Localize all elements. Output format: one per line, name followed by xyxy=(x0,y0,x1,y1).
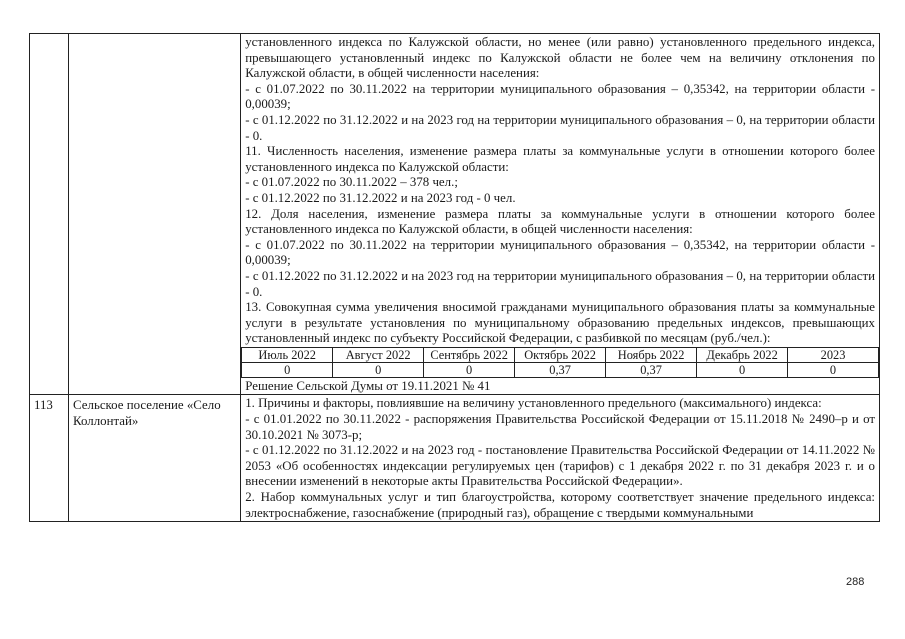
paragraph: 11. Численность населения, изменение размера платы за коммунальные услуги в отношении которого более установленного индекса по Калужской области: xyxy=(245,144,875,174)
paragraph: - с 01.07.2022 по 30.11.2022 – 378 чел.; xyxy=(245,175,458,190)
row-number-cell xyxy=(30,34,69,395)
page-number: 288 xyxy=(846,576,865,588)
month-value: 0 xyxy=(333,362,424,377)
info-cell xyxy=(241,34,880,395)
month-header: Октябрь 2022 xyxy=(515,347,606,362)
month-header: Ноябрь 2022 xyxy=(606,347,697,362)
paragraph: - с 01.07.2022 по 30.11.2022 на территории муниципального образования – 0,35342, на территории области - 0,00039; xyxy=(245,237,875,268)
month-value: 0,37 xyxy=(515,362,606,377)
decision-reference: Решение Сельской Думы от 19.11.2021 № 41 xyxy=(245,378,491,393)
month-header: Август 2022 xyxy=(333,347,424,362)
info-cell xyxy=(241,395,880,522)
municipality-name-cell xyxy=(69,34,241,395)
row-number-cell xyxy=(30,395,69,522)
paragraph: 2. Набор коммунальных услуг и тип благоустройства, которому соответствует значение предельного индекса: электроснабжение, газоснабжение (природный газ), обращение с твердыми коммунальными xyxy=(245,490,875,520)
document-table xyxy=(29,33,880,522)
monthly-header-row xyxy=(242,347,879,362)
row-number: 113 xyxy=(34,398,53,413)
municipality-name: Сельское поселение «Село Коллонтай» xyxy=(73,398,221,429)
month-header: 2023 xyxy=(788,347,879,362)
month-value: 0 xyxy=(424,362,515,377)
month-header: Сентябрь 2022 xyxy=(424,347,515,362)
monthly-value-row xyxy=(242,362,879,377)
monthly-increase-table xyxy=(241,347,879,378)
paragraph: - с 01.07.2022 по 30.11.2022 на территории муниципального образования – 0,35342, на территории области - 0,00039; xyxy=(245,81,875,112)
paragraph: 1. Причины и факторы, повлиявшие на величину установленного предельного (максимального) индекса: xyxy=(245,396,822,411)
municipality-name-cell xyxy=(69,395,241,522)
month-value: 0,37 xyxy=(606,362,697,377)
month-value: 0 xyxy=(697,362,788,377)
paragraph: - с 01.01.2022 по 30.11.2022 - распоряжения Правительства Российской Федерации от 15.11.2018 № 2490–р и от 30.10.2021 № 3073-р; xyxy=(245,412,875,442)
paragraph: - с 01.12.2022 по 31.12.2022 и на 2023 год - 0 чел. xyxy=(245,190,516,205)
month-value: 0 xyxy=(788,362,879,377)
paragraph: - с 01.12.2022 по 31.12.2022 и на 2023 год - постановление Правительства Российской Федерации от 14.11.2022 № 2053 «Об особенностях индексации регулируемых цен (тарифов) с 1 декабря 2022 г. по 31 декабря 2023 г. и о внесении изменений в некоторые акты Правительства Российской Федерации». xyxy=(245,443,875,489)
paragraph: 12. Доля населения, изменение размера платы за коммунальные услуги в отношении которого более установленного индекса по Калужской области, в общей численности населения: xyxy=(245,206,875,237)
month-value: 0 xyxy=(242,362,333,377)
paragraph: - с 01.12.2022 по 31.12.2022 и на 2023 год на территории муниципального образования – 0, на территории области - 0. xyxy=(245,268,875,299)
paragraph: установленного индекса по Калужской области, но менее (или равно) установленного предельного индекса, превышающего установленный индекс по Калужской области не более чем на величину отклонения по Калужской области, в общей численности населения: xyxy=(245,35,875,81)
paragraph: 13. Совокупная сумма увеличения вносимой гражданами муниципального образования платы за коммунальные услуги в результате установления по муниципальному образованию предельных индексов, превышающих установленный индекс по субъекту Российской Федерации, с разбивкой по месяцам (руб./чел.): xyxy=(245,300,875,346)
table-row-113 xyxy=(30,395,880,522)
month-header: Июль 2022 xyxy=(242,347,333,362)
month-header: Декабрь 2022 xyxy=(697,347,788,362)
paragraph: - с 01.12.2022 по 31.12.2022 и на 2023 год на территории муниципального образования – 0, на территории области - 0. xyxy=(245,112,875,143)
table-row-continued xyxy=(30,34,880,395)
